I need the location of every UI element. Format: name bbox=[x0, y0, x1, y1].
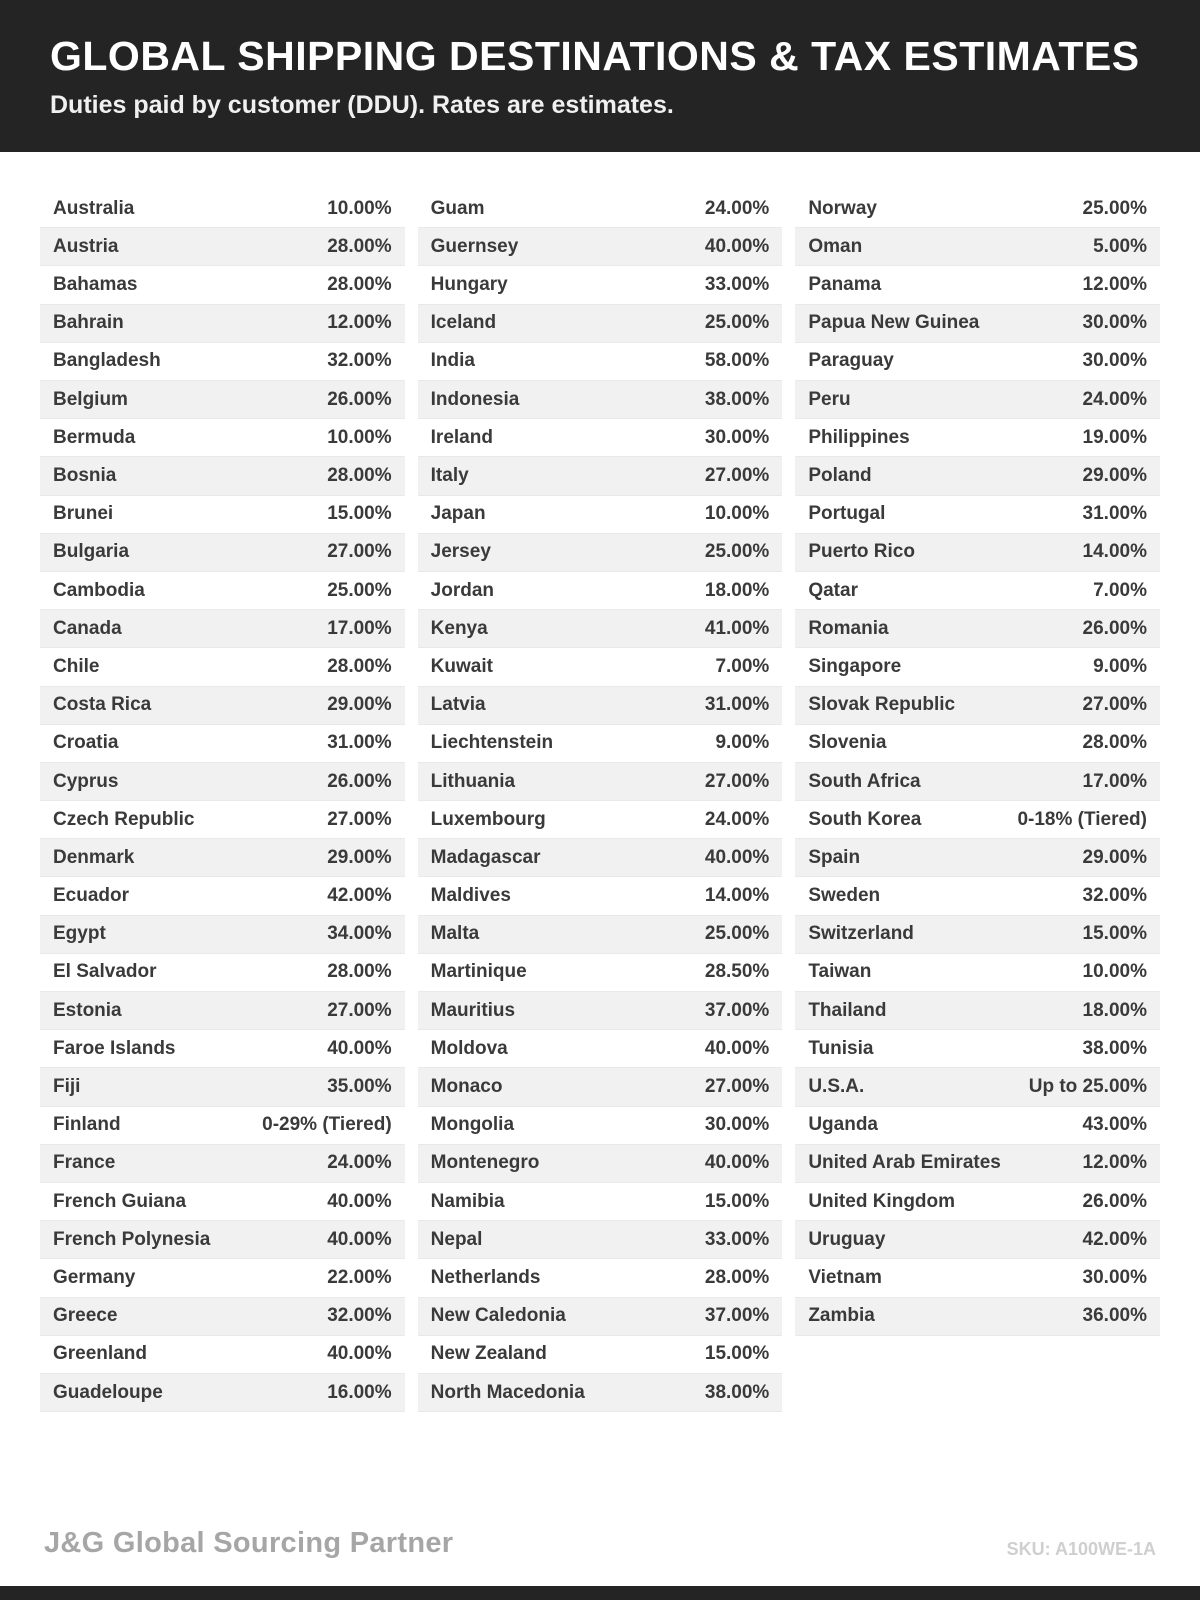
tax-rate-table bbox=[0, 152, 1200, 1412]
tax-rate: 42.00% bbox=[1082, 1228, 1147, 1250]
tax-rate: 34.00% bbox=[327, 923, 392, 945]
table-row bbox=[418, 1221, 783, 1259]
country-name: Mauritius bbox=[430, 999, 516, 1021]
country-name: French Guiana bbox=[53, 1190, 187, 1212]
table-row bbox=[418, 1336, 783, 1374]
country-name: Japan bbox=[430, 503, 486, 525]
table-row bbox=[795, 1221, 1160, 1259]
table-row bbox=[418, 343, 783, 381]
tax-rate: 32.00% bbox=[327, 350, 392, 372]
tax-rate: 0-29% (Tiered) bbox=[262, 1114, 392, 1136]
tax-rate: 35.00% bbox=[327, 1076, 392, 1097]
table-row bbox=[795, 1107, 1160, 1145]
country-name: Croatia bbox=[53, 732, 119, 754]
country-name: U.S.A. bbox=[808, 1076, 865, 1097]
tax-rate: 33.00% bbox=[704, 274, 770, 296]
tax-rate: 28.00% bbox=[327, 961, 392, 983]
country-name: Czech Republic bbox=[53, 808, 195, 830]
table-column-2 bbox=[418, 190, 783, 1412]
country-name: Bermuda bbox=[53, 426, 136, 448]
table-row bbox=[795, 954, 1160, 992]
table-row bbox=[418, 916, 783, 954]
tax-rate: 24.00% bbox=[327, 1152, 392, 1174]
tax-rate: 38.00% bbox=[1082, 1037, 1147, 1059]
table-row bbox=[795, 1183, 1160, 1221]
country-name: Bahrain bbox=[53, 312, 124, 334]
tax-rate: 15.00% bbox=[704, 1343, 770, 1365]
table-row bbox=[40, 1145, 405, 1183]
country-name: Australia bbox=[53, 197, 135, 219]
table-row bbox=[40, 266, 405, 304]
tax-rate: 38.00% bbox=[704, 388, 770, 410]
tax-rate: 27.00% bbox=[1082, 694, 1147, 716]
table-row bbox=[40, 1374, 405, 1412]
country-name: Germany bbox=[53, 1266, 136, 1288]
tax-rate: 14.00% bbox=[1082, 541, 1147, 563]
country-name: Chile bbox=[53, 655, 100, 677]
table-row bbox=[418, 1374, 783, 1412]
country-name: El Salvador bbox=[53, 961, 157, 983]
table-row bbox=[418, 1298, 783, 1336]
country-name: Montenegro bbox=[430, 1152, 540, 1174]
country-name: South Korea bbox=[808, 808, 922, 830]
country-name: Fiji bbox=[53, 1076, 81, 1097]
table-row bbox=[40, 687, 405, 725]
tax-rate: 40.00% bbox=[327, 1037, 392, 1059]
country-name: Guernsey bbox=[430, 235, 519, 257]
country-name: Malta bbox=[430, 923, 480, 945]
country-name: Singapore bbox=[808, 655, 902, 677]
table-row bbox=[795, 877, 1160, 915]
tax-rate: 28.00% bbox=[327, 465, 392, 486]
table-row bbox=[418, 648, 783, 686]
country-name: Hungary bbox=[430, 274, 508, 296]
country-name: Italy bbox=[430, 465, 469, 486]
table-row bbox=[795, 763, 1160, 801]
table-row bbox=[795, 572, 1160, 610]
table-row bbox=[40, 916, 405, 954]
page-footer bbox=[0, 1527, 1200, 1560]
tax-rate: 26.00% bbox=[327, 770, 392, 792]
table-row bbox=[418, 572, 783, 610]
country-name: Brunei bbox=[53, 503, 114, 525]
bottom-accent-bar bbox=[0, 1586, 1200, 1600]
tax-rate: 10.00% bbox=[1082, 961, 1147, 983]
country-name: Bahamas bbox=[53, 274, 138, 296]
tax-rate: 38.00% bbox=[704, 1381, 770, 1403]
country-name: Norway bbox=[808, 197, 877, 219]
tax-rate: 25.00% bbox=[1082, 197, 1147, 219]
tax-rate: 15.00% bbox=[327, 503, 392, 525]
table-row bbox=[418, 687, 783, 725]
tax-rate: 27.00% bbox=[327, 541, 392, 563]
tax-rate: 12.00% bbox=[327, 312, 392, 334]
country-name: Cyprus bbox=[53, 770, 119, 792]
country-name: Luxembourg bbox=[430, 808, 546, 830]
country-name: Namibia bbox=[430, 1190, 505, 1212]
country-name: Sweden bbox=[808, 885, 881, 907]
table-row bbox=[40, 534, 405, 572]
table-row bbox=[795, 1030, 1160, 1068]
table-row bbox=[40, 457, 405, 495]
table-column-1 bbox=[40, 190, 405, 1412]
country-name: Faroe Islands bbox=[53, 1037, 176, 1059]
country-name: Qatar bbox=[808, 579, 858, 601]
tax-rate: 30.00% bbox=[1082, 312, 1147, 334]
table-row bbox=[40, 648, 405, 686]
table-row bbox=[40, 228, 405, 266]
table-row bbox=[795, 648, 1160, 686]
tax-rate: 25.00% bbox=[704, 923, 770, 945]
tax-rate: 16.00% bbox=[327, 1381, 392, 1403]
country-name: Vietnam bbox=[808, 1266, 882, 1288]
tax-rate: 29.00% bbox=[327, 694, 392, 716]
table-row bbox=[40, 343, 405, 381]
table-row bbox=[40, 1183, 405, 1221]
tax-rate: 40.00% bbox=[327, 1343, 392, 1365]
country-name: Nepal bbox=[430, 1228, 483, 1250]
tax-rate: 15.00% bbox=[1082, 923, 1147, 945]
table-row bbox=[795, 916, 1160, 954]
table-row bbox=[40, 1107, 405, 1145]
tax-rate: 7.00% bbox=[1093, 579, 1147, 601]
tax-rate: 30.00% bbox=[704, 1114, 770, 1136]
table-row bbox=[40, 763, 405, 801]
table-row bbox=[418, 381, 783, 419]
tax-rate: 5.00% bbox=[1093, 235, 1147, 257]
table-row bbox=[795, 496, 1160, 534]
country-name: Poland bbox=[808, 465, 872, 486]
table-row bbox=[40, 419, 405, 457]
table-row bbox=[418, 1183, 783, 1221]
country-name: Mongolia bbox=[430, 1114, 515, 1136]
tax-rate: 0-18% (Tiered) bbox=[1017, 808, 1147, 830]
tax-rate: 24.00% bbox=[1082, 388, 1147, 410]
tax-rate: 31.00% bbox=[327, 732, 392, 754]
country-name: Kenya bbox=[430, 617, 488, 639]
table-row bbox=[418, 1145, 783, 1183]
country-name: Kuwait bbox=[430, 655, 493, 677]
table-row bbox=[795, 1068, 1160, 1106]
table-row bbox=[40, 801, 405, 839]
tax-rate: 10.00% bbox=[327, 426, 392, 448]
country-name: Finland bbox=[53, 1114, 121, 1136]
country-name: Zambia bbox=[808, 1305, 875, 1327]
table-row bbox=[418, 266, 783, 304]
country-name: French Polynesia bbox=[53, 1228, 211, 1250]
country-name: United Arab Emirates bbox=[808, 1152, 1001, 1174]
table-row bbox=[40, 1221, 405, 1259]
tax-rate: 30.00% bbox=[1082, 1266, 1147, 1288]
country-name: Monaco bbox=[430, 1076, 503, 1097]
tax-rate: 27.00% bbox=[327, 999, 392, 1021]
tax-rate: 12.00% bbox=[1082, 1152, 1147, 1174]
country-name: Philippines bbox=[808, 426, 910, 448]
country-name: Guadeloupe bbox=[53, 1381, 163, 1403]
table-row bbox=[40, 305, 405, 343]
table-row bbox=[418, 190, 783, 228]
country-name: Peru bbox=[808, 388, 851, 410]
tax-rate: 27.00% bbox=[704, 465, 770, 486]
table-row bbox=[418, 992, 783, 1030]
table-row bbox=[40, 954, 405, 992]
table-row bbox=[795, 305, 1160, 343]
tax-rate: Up to 25.00% bbox=[1028, 1076, 1147, 1097]
table-row bbox=[418, 1259, 783, 1297]
country-name: Tunisia bbox=[808, 1037, 874, 1059]
country-name: Latvia bbox=[430, 694, 486, 716]
tax-rate: 31.00% bbox=[1082, 503, 1147, 525]
tax-rate: 30.00% bbox=[1082, 350, 1147, 372]
country-name: Taiwan bbox=[808, 961, 872, 983]
table-row bbox=[40, 1259, 405, 1297]
table-row bbox=[418, 763, 783, 801]
tax-rate: 17.00% bbox=[327, 617, 392, 639]
country-name: Switzerland bbox=[808, 923, 914, 945]
table-row bbox=[40, 1030, 405, 1068]
country-name: Jordan bbox=[430, 579, 495, 601]
table-row bbox=[418, 877, 783, 915]
table-row bbox=[795, 839, 1160, 877]
tax-rate: 58.00% bbox=[704, 350, 770, 372]
country-name: Portugal bbox=[808, 503, 886, 525]
country-name: Greece bbox=[53, 1305, 118, 1327]
country-name: Ecuador bbox=[53, 885, 130, 907]
country-name: Slovak Republic bbox=[808, 694, 956, 716]
tax-rate: 29.00% bbox=[327, 846, 392, 868]
table-row bbox=[40, 992, 405, 1030]
tax-rate: 9.00% bbox=[715, 732, 770, 754]
country-name: Jersey bbox=[430, 541, 491, 563]
country-name: Costa Rica bbox=[53, 694, 152, 716]
table-row bbox=[795, 228, 1160, 266]
tax-rate: 32.00% bbox=[1082, 885, 1147, 907]
tax-rate: 28.00% bbox=[704, 1266, 770, 1288]
tax-rate: 15.00% bbox=[704, 1190, 770, 1212]
country-name: Cambodia bbox=[53, 579, 145, 601]
tax-rate: 10.00% bbox=[327, 197, 392, 219]
table-column-3 bbox=[795, 190, 1160, 1336]
table-row bbox=[795, 343, 1160, 381]
tax-rate: 28.50% bbox=[704, 961, 770, 983]
country-name: Uruguay bbox=[808, 1228, 886, 1250]
table-row bbox=[418, 305, 783, 343]
tax-rate: 32.00% bbox=[327, 1305, 392, 1327]
tax-rate: 28.00% bbox=[327, 655, 392, 677]
tax-rate: 40.00% bbox=[704, 846, 770, 868]
country-name: Spain bbox=[808, 846, 861, 868]
brand-name: J&G Global Sourcing Partner bbox=[44, 1527, 454, 1559]
table-row bbox=[40, 839, 405, 877]
tax-rate: 27.00% bbox=[704, 1076, 770, 1097]
table-row bbox=[418, 801, 783, 839]
tax-rate: 29.00% bbox=[1082, 846, 1147, 868]
tax-rate: 18.00% bbox=[1082, 999, 1147, 1021]
tax-rate: 40.00% bbox=[704, 1152, 770, 1174]
country-name: Slovenia bbox=[808, 732, 887, 754]
tax-rate: 28.00% bbox=[327, 274, 392, 296]
tax-rate: 43.00% bbox=[1082, 1114, 1147, 1136]
country-name: Egypt bbox=[53, 923, 106, 945]
tax-rate: 33.00% bbox=[704, 1228, 770, 1250]
table-row bbox=[418, 1107, 783, 1145]
tax-rate: 22.00% bbox=[327, 1266, 392, 1288]
table-row bbox=[795, 992, 1160, 1030]
table-row bbox=[795, 725, 1160, 763]
country-name: New Caledonia bbox=[430, 1305, 566, 1327]
table-row bbox=[418, 228, 783, 266]
table-row bbox=[40, 1068, 405, 1106]
tax-rate: 24.00% bbox=[704, 197, 770, 219]
tax-rate: 14.00% bbox=[704, 885, 770, 907]
country-name: Thailand bbox=[808, 999, 887, 1021]
table-row bbox=[418, 419, 783, 457]
table-row bbox=[418, 725, 783, 763]
tax-rate: 10.00% bbox=[704, 503, 770, 525]
tax-rate: 30.00% bbox=[704, 426, 770, 448]
tax-rate: 37.00% bbox=[704, 999, 770, 1021]
tax-rate: 41.00% bbox=[704, 617, 770, 639]
tax-rate: 27.00% bbox=[704, 770, 770, 792]
table-row bbox=[418, 496, 783, 534]
country-name: Paraguay bbox=[808, 350, 894, 372]
table-row bbox=[40, 496, 405, 534]
tax-rate: 25.00% bbox=[704, 541, 770, 563]
country-name: Moldova bbox=[430, 1037, 508, 1059]
table-row bbox=[795, 801, 1160, 839]
country-name: Oman bbox=[808, 235, 863, 257]
tax-rate: 17.00% bbox=[1082, 770, 1147, 792]
table-row bbox=[795, 1259, 1160, 1297]
tax-rate: 26.00% bbox=[1082, 1190, 1147, 1212]
country-name: France bbox=[53, 1152, 116, 1174]
tax-rate: 12.00% bbox=[1082, 274, 1147, 296]
tax-rate: 18.00% bbox=[704, 579, 770, 601]
tax-rate: 19.00% bbox=[1082, 426, 1147, 448]
table-row bbox=[40, 877, 405, 915]
table-row bbox=[40, 1336, 405, 1374]
country-name: Ireland bbox=[430, 426, 493, 448]
country-name: United Kingdom bbox=[808, 1190, 956, 1212]
tax-rate: 37.00% bbox=[704, 1305, 770, 1327]
table-row bbox=[795, 266, 1160, 304]
country-name: Lithuania bbox=[430, 770, 516, 792]
tax-rate: 42.00% bbox=[327, 885, 392, 907]
country-name: Liechtenstein bbox=[430, 732, 554, 754]
table-row bbox=[40, 190, 405, 228]
country-name: Canada bbox=[53, 617, 122, 639]
country-name: Indonesia bbox=[430, 388, 520, 410]
table-row bbox=[795, 1298, 1160, 1336]
table-row bbox=[795, 534, 1160, 572]
table-row bbox=[795, 457, 1160, 495]
country-name: New Zealand bbox=[430, 1343, 547, 1365]
tax-rate: 25.00% bbox=[327, 579, 392, 601]
country-name: Uganda bbox=[808, 1114, 879, 1136]
tax-rate: 40.00% bbox=[704, 235, 770, 257]
country-name: Denmark bbox=[53, 846, 135, 868]
country-name: Netherlands bbox=[430, 1266, 541, 1288]
table-row bbox=[418, 1068, 783, 1106]
country-name: Guam bbox=[430, 197, 485, 219]
table-row bbox=[418, 1030, 783, 1068]
table-row bbox=[418, 534, 783, 572]
table-row bbox=[418, 610, 783, 648]
country-name: North Macedonia bbox=[430, 1381, 585, 1403]
tax-rate: 29.00% bbox=[1082, 465, 1147, 486]
country-name: India bbox=[430, 350, 475, 372]
country-name: Bangladesh bbox=[53, 350, 161, 372]
table-row bbox=[795, 1145, 1160, 1183]
tax-rate: 40.00% bbox=[704, 1037, 770, 1059]
tax-rate: 7.00% bbox=[715, 655, 770, 677]
tax-rate: 40.00% bbox=[327, 1190, 392, 1212]
table-row bbox=[40, 610, 405, 648]
page-title: GLOBAL SHIPPING DESTINATIONS & TAX ESTIMATES bbox=[50, 33, 1140, 79]
table-row bbox=[40, 572, 405, 610]
tax-rate: 27.00% bbox=[327, 808, 392, 830]
tax-rate: 28.00% bbox=[327, 235, 392, 257]
table-row bbox=[795, 687, 1160, 725]
table-row bbox=[40, 725, 405, 763]
country-name: Iceland bbox=[430, 312, 497, 334]
country-name: Papua New Guinea bbox=[808, 312, 980, 334]
country-name: Romania bbox=[808, 617, 889, 639]
table-row bbox=[795, 381, 1160, 419]
table-row bbox=[418, 839, 783, 877]
sku-label: SKU: A100WE-1A bbox=[1006, 1539, 1156, 1559]
country-name: Estonia bbox=[53, 999, 122, 1021]
page-header bbox=[0, 0, 1200, 152]
table-row bbox=[418, 954, 783, 992]
country-name: Panama bbox=[808, 274, 882, 296]
country-name: Austria bbox=[53, 235, 119, 257]
tax-rate: 31.00% bbox=[704, 694, 770, 716]
table-row bbox=[40, 381, 405, 419]
tax-rate: 25.00% bbox=[704, 312, 770, 334]
table-row bbox=[418, 457, 783, 495]
tax-rate: 26.00% bbox=[327, 388, 392, 410]
country-name: Bulgaria bbox=[53, 541, 130, 563]
country-name: South Africa bbox=[808, 770, 921, 792]
table-row bbox=[795, 419, 1160, 457]
tax-rate: 24.00% bbox=[704, 808, 770, 830]
country-name: Greenland bbox=[53, 1343, 147, 1365]
page-subtitle: Duties paid by customer (DDU). Rates are estimates. bbox=[50, 91, 674, 120]
tax-rate: 9.00% bbox=[1093, 655, 1147, 677]
country-name: Maldives bbox=[430, 885, 511, 907]
tax-rate: 36.00% bbox=[1082, 1305, 1147, 1327]
table-row bbox=[795, 190, 1160, 228]
country-name: Martinique bbox=[430, 961, 527, 983]
tax-rate: 26.00% bbox=[1082, 617, 1147, 639]
country-name: Madagascar bbox=[430, 846, 541, 868]
tax-rate: 28.00% bbox=[1082, 732, 1147, 754]
country-name: Puerto Rico bbox=[808, 541, 915, 563]
table-row bbox=[40, 1298, 405, 1336]
country-name: Belgium bbox=[53, 388, 128, 410]
country-name: Bosnia bbox=[53, 465, 117, 486]
table-row bbox=[795, 610, 1160, 648]
tax-rate: 40.00% bbox=[327, 1228, 392, 1250]
